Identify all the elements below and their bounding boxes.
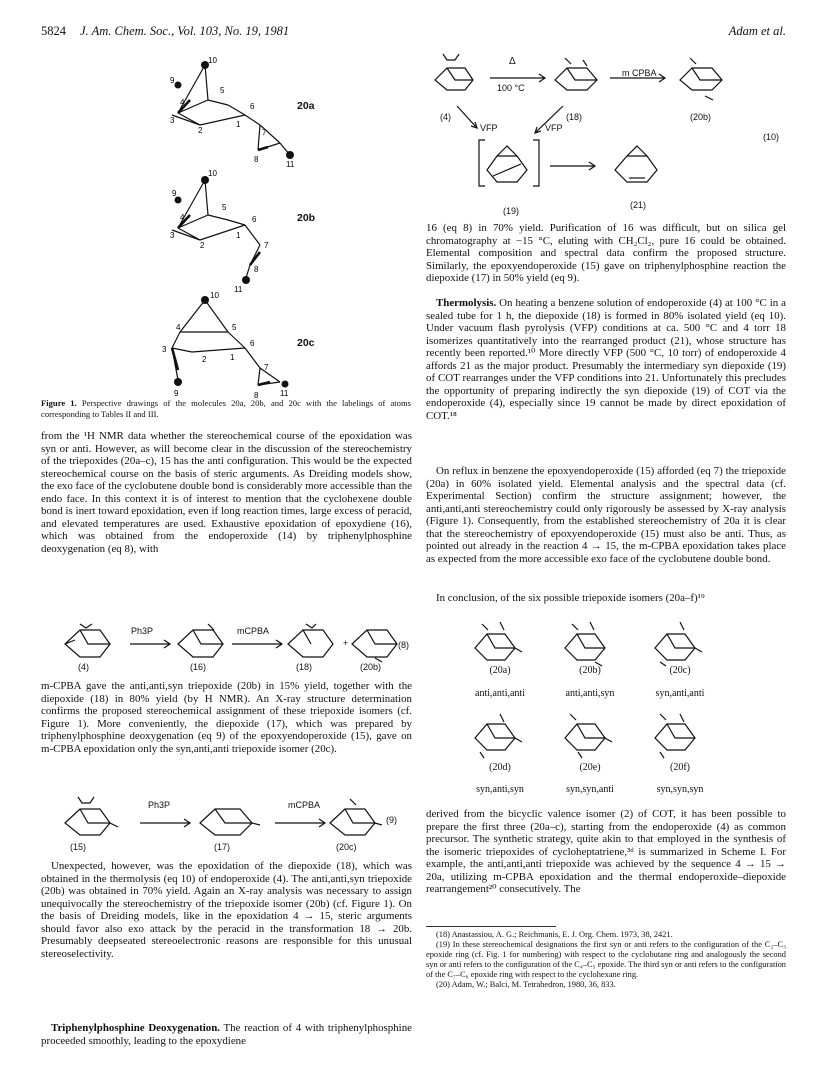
eq10-reagent: m CPBA [622,68,657,78]
isomer-label-20e: (20e) [579,762,601,773]
figure-label-20b: 20b [297,212,316,224]
page-number: 5824 [41,24,66,38]
figure-label-20c: 20c [297,337,315,349]
svg-text:5: 5 [222,203,227,212]
eq10-number: (10) [763,132,780,142]
left-paragraph-1: from the ¹H NMR data whether the stereochemical course of the epoxidation was syn or anti. However, as will become clear in the discussion of the stereochemistry of the triepoxides (20a–c), 15 has the anti configuration. This would be the expected stereochemical course on the basis of steric arguments. As Dreiding models show, the exo face of the cyclobutene double bond is considerably more accessible than the endo face. In this context it is of interest to mention that the cyclohexene double bond is inert toward epoxidation, even if long reaction times, large excess of peracid, and elevated temperatures are used. Exhaustive epoxidation of epoxydiene (16), which was obtained from the endoperoxide (14) by triphenylphosphine deoxygenation (eq 8), with [41,430,412,555]
eq9-label-17: (17) [214,842,231,852]
eq9-reagent-2: mCPBA [288,800,321,810]
eq8-number: (8) [398,640,409,650]
right-paragraph-2-text: On heating a benzene solution of endoperoxide (4) at 100 °C in a sealed tube for 1 h, the diepoxide (18) is formed in 80% isolated yield (eq 10). Under vacuum flash pyrolysis (VFP) conditions at ca. 500 °C and 4 torr 18 isomerizes quantitatively into the rearranged product (21), whose structure has recently been reported.¹⁰ More directly VFP (500 °C, 10 torr) of endoperoxide 4 affords 21 as the major product. Presumably the intermediary syn diepoxide (19) of COT rearranges under the VFP conditions into 21. Unfortunately this precludes the opportunity of preparing indirectly the syn diepoxide (19) of COT via the endoperoxide (4), especially since 19 cannot be made by direct epoxidation of COT.¹⁸ [426,297,786,422]
svg-text:8: 8 [254,265,259,274]
isomer-label-20d: (20d) [489,762,511,773]
right-paragraph-2 [426,297,786,422]
svg-text:7: 7 [264,363,269,372]
svg-text:1: 1 [230,353,235,362]
molecule-20b [170,169,269,294]
figure-caption-text: Perspective drawings of the molecules 20a, 20b, and 20c with the labelings of atoms corresponding to Tables II and III. [41,398,411,419]
svg-text:11: 11 [286,160,295,169]
isomer-name-20f: syn,syn,syn [656,784,704,795]
isomer-label-20c: (20c) [669,665,691,676]
eq8-reagent-1: Ph3P [131,626,154,636]
svg-text:3: 3 [170,231,175,240]
figure-caption-lead: Figure 1. [41,398,77,408]
structure-20a [475,622,522,660]
journal-citation: J. Am. Chem. Soc., Vol. 103, No. 19, 1981 [80,24,290,38]
svg-text:3: 3 [170,116,175,125]
figure-1-caption [41,398,411,419]
molecule-20a [170,56,295,169]
equation-8-scheme [60,622,410,672]
eq10-vfp-1: VFP [480,123,498,133]
eq9-reagent-1: Ph3P [148,800,171,810]
svg-text:3: 3 [162,345,167,354]
left-paragraph-4-text: The reaction of 4 with triphenylphosphine proceeded smoothly, leading to the epoxydiene [41,1022,412,1047]
svg-text:7: 7 [262,128,267,137]
running-authors: Adam et al. [728,24,786,38]
svg-text:7: 7 [264,241,269,250]
eq10-temp: 100 °C [497,83,525,93]
eq10-label-19: (19) [503,206,520,216]
figure-1-drawings [150,55,400,400]
svg-text:4: 4 [180,213,185,222]
footnote-20: (20) Adam, W.; Balci, M. Tetrahedron, 1980, 36, 833. [436,980,616,990]
eq10-label-18: (18) [566,112,583,122]
isomer-name-20e: syn,syn,anti [566,784,614,795]
svg-text:10: 10 [210,291,219,300]
isomer-label-20a: (20a) [489,665,511,676]
isomer-name-20c: syn,anti,anti [655,688,705,699]
isomer-name-20d: syn,anti,syn [476,784,524,795]
structure-20e [565,714,612,758]
svg-text:2: 2 [202,355,207,364]
svg-text:8: 8 [254,155,259,164]
svg-text:5: 5 [220,86,225,95]
equation-10-scheme [425,48,795,218]
eq10-label-20b: (20b) [690,112,712,122]
svg-text:11: 11 [234,285,243,294]
footnote-rule [426,926,556,927]
right-paragraph-5: derived from the bicyclic valence isomer (2) of COT, it has been possible to prepare the first three (20a–c), starting from the endoperoxide (4) as common precursor. The synthetic strategy, quite akin to that employed in the synthesis of the isomeric triepoxides of cycloheptatriene,³ᵈ is summarized in Scheme I. For example, the anti,anti,anti triepoxide was achieved by the sequence 4 → 15 → 20a, utilizing m-CPBA epoxidation and the thermal endoperoxide–diepoxide rearrangement²⁰ consecutively. The [426,808,786,896]
eq8-label-4: (4) [78,662,89,672]
eq9-label-20c: (20c) [336,842,357,852]
eq8-label-20b: (20b) [360,662,382,672]
eq10-vfp-2: VFP [545,123,563,133]
svg-text:9: 9 [170,76,175,85]
eq8-reagent-2: mCPBA [237,626,270,636]
svg-text:5: 5 [232,323,237,332]
svg-text:6: 6 [250,102,255,111]
svg-text:6: 6 [250,339,255,348]
footnote-19: (19) In these stereochemical designations the first syn or anti refers to the configuration of the C₂–C₃ epoxide ring (cf. Fig. 1 for numbering) with respect to the cyclobutane ring and analogously the second syn or anti refers to the configuration of the C₄–C₅ epoxide. The third syn or anti refers to the configuration of the C₇–C₈ epoxide ring with respect to the cyclohexane ring. [426,940,786,980]
svg-text:4: 4 [180,98,185,107]
equation-9-scheme [60,795,400,845]
svg-text:2: 2 [200,241,205,250]
svg-text:8: 8 [254,391,259,400]
right-paragraph-3: On reflux in benzene the epoxyendoperoxide (15) afforded (eq 7) the triepoxide (20a) in 60% isolated yield. Elemental analysis and the spectral data (cf. Experimental Section) confirm the structure assignment; however, the anti,anti,anti stereochemistry could only rigorously be assessed by X-ray analysis (Figure 1). Consequently, from the established stereochemistry of 20a it is clear that the stereochemistry of epoxyendoperoxide (15) must also be anti. Thus, as pointed out already in the reaction 4 → 15, the m-CPBA epoxidation takes place as expected from the more accessible exo face of the cyclobutene double bond. [426,465,786,565]
footnotes [426,930,786,991]
right-paragraph-1: 16 (eq 8) in 70% yield. Purification of 16 was difficult, but on silica gel chromatography at −15 °C, eluting with CH₂Cl₂, pure 16 could be obtained. Elemental composition and spectral data confirm the proposed structure. Similarly, the epoxyendoperoxide (15) gave on triphenylphosphine reaction the diepoxide (17) in 50% yield (eq 9). [426,222,786,285]
eq8-plus: + [343,638,349,648]
left-paragraph-3: Unexpected, however, was the epoxidation of the diepoxide (18), which was obtained in the thermolysis (eq 10) of endoperoxide (4). The anti,anti,syn triepoxide (20b) was obtained in 70% yield. Again an X-ray analysis was necessary to assign unequivocally the stereochemistry of the triepoxide isomer (20b) (cf. Figure 1). On the basis of Dreiding models, like in the epoxidation 4 → 15, steric arguments should favor also exo attack by the peracid in the transformation 18 → 20b. Presumably deepseated stereoelectronic reasons are responsible for this unusual stereoselectivity. [41,860,412,960]
figure-label-20a: 20a [297,100,315,112]
section-heading-triphenylphosphine: Triphenylphosphine Deoxygenation. [51,1022,221,1034]
svg-text:10: 10 [208,56,217,65]
eq10-label-4: (4) [440,112,451,122]
structure-20f [655,714,695,758]
svg-text:9: 9 [174,389,179,398]
eq10-label-21: (21) [630,200,647,210]
left-paragraph-2: m-CPBA gave the anti,anti,syn triepoxide (20b) in 15% yield, together with the diepoxide (18) in 80% yield (by H NMR). An X-ray structure determination confirms the proposed stereochemical assignment of these triepoxide isomers (cf. Figure 1). More conveniently, the diepoxide (17), which was prepared by triphenylphosphine deoxygenation (eq 9) of the epoxyendoperoxide (15), gave on m-CPBA epoxidation only the syn,anti,anti triepoxide isomer (20c). [41,680,412,755]
molecule-20c [162,291,289,400]
svg-text:9: 9 [172,189,177,198]
svg-text:11: 11 [280,389,289,398]
structure-20c [655,622,702,666]
left-paragraph-4 [41,1022,412,1047]
svg-text:2: 2 [198,126,203,135]
eq8-label-16: (16) [190,662,207,672]
right-paragraph-4: In conclusion, of the six possible triepoxide isomers (20a–f)¹⁹ [436,592,705,604]
isomer-label-20b: (20b) [579,665,601,676]
isomer-name-20a: anti,anti,anti [475,688,525,699]
svg-text:1: 1 [236,231,241,240]
svg-text:6: 6 [252,215,257,224]
eq10-heat: Δ [509,56,516,67]
svg-text:10: 10 [208,169,217,178]
isomer-name-20b: anti,anti,syn [565,688,615,699]
eq8-label-18: (18) [296,662,313,672]
eq9-number: (9) [386,815,397,825]
svg-text:1: 1 [236,120,241,129]
footnote-18: (18) Anastassiou, A. G.; Reichmanis, E. J. Org. Chem. 1973, 38, 2421. [436,930,673,939]
eq9-label-15: (15) [70,842,87,852]
section-heading-thermolysis: Thermolysis. [436,297,497,309]
isomer-label-20f: (20f) [670,762,690,773]
structure-20d [475,714,522,758]
structure-20b [565,622,605,666]
svg-text:4: 4 [176,323,181,332]
